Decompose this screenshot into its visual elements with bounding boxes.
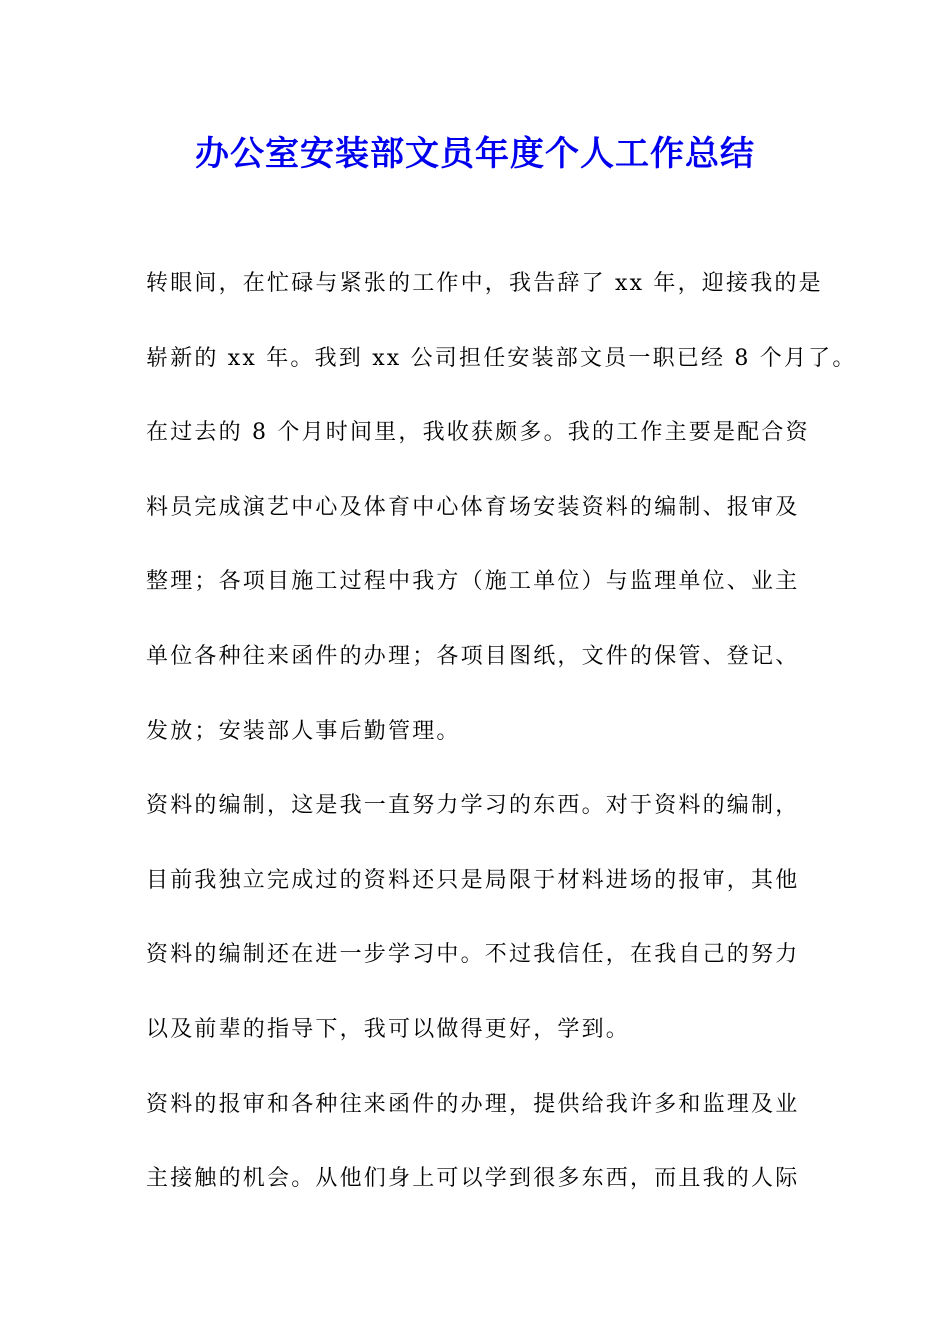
body-line: 整理；各项目施工过程中我方（施工单位）与监理单位、业主 [146, 569, 800, 595]
document-title: 办公室安装部文员年度个人工作总结 [195, 134, 755, 174]
document-body [146, 266, 857, 1236]
body-line: 发放；安装部人事后勤管理。 [146, 718, 461, 744]
body-line: 目前我独立完成过的资料还只是局限于材料进场的报审，其他 [146, 867, 800, 893]
body-line: 料员完成演艺中心及体育中心体育场安装资料的编制、报审及 [146, 494, 800, 520]
body-line: 资料的报审和各种往来函件的办理，提供给我许多和监理及业 [146, 1091, 800, 1117]
body-line: 崭新的 xx 年。我到 xx 公司担任安装部文员一职已经 8 个月了。 [146, 345, 857, 371]
body-line: 主接触的机会。从他们身上可以学到很多东西，而且我的人际 [146, 1166, 800, 1192]
body-line: 转眼间，在忙碌与紧张的工作中，我告辞了 xx 年，迎接我的是 [146, 271, 823, 296]
body-line: 资料的编制还在进一步学习中。不过我信任，在我自己的努力 [146, 942, 800, 968]
body-line: 单位各种往来函件的办理；各项目图纸，文件的保管、登记、 [146, 643, 800, 669]
body-line: 以及前辈的指导下，我可以做得更好，学到。 [146, 1016, 631, 1042]
body-line: 在过去的 8 个月时间里，我收获颇多。我的工作主要是配合资 [146, 420, 810, 446]
body-line: 资料的编制，这是我一直努力学习的东西。对于资料的编制， [146, 793, 800, 819]
